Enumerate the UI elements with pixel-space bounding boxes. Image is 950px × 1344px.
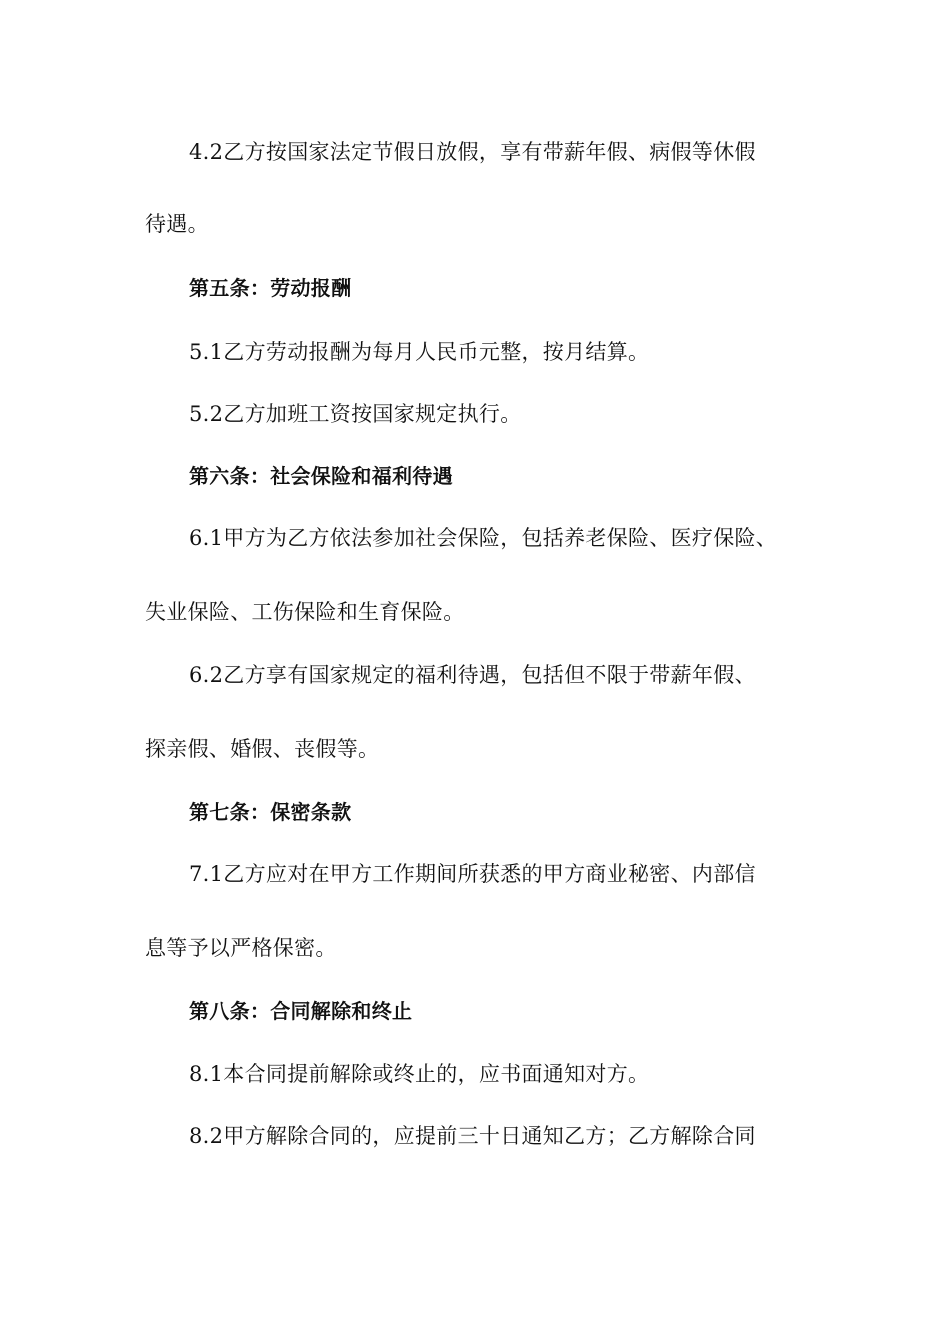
article-5-heading: 第五条：劳动报酬	[189, 276, 352, 300]
clause-6-2-line-2: 探亲假、婚假、丧假等。	[145, 737, 380, 761]
article-7-heading: 第七条：保密条款	[189, 800, 352, 824]
clause-4-2-line-2: 待遇。	[145, 212, 209, 236]
clause-6-2-line-1: 6.2乙方享有国家规定的福利待遇，包括但不限于带薪年假、	[189, 663, 756, 687]
clause-6-1-line-2: 失业保险、工伤保险和生育保险。	[145, 600, 465, 624]
article-6-heading: 第六条：社会保险和福利待遇	[189, 464, 453, 488]
clause-6-1-line-1: 6.1甲方为乙方依法参加社会保险，包括养老保险、医疗保险、	[189, 526, 778, 550]
clause-8-2-line-1: 8.2甲方解除合同的，应提前三十日通知乙方；乙方解除合同	[189, 1124, 756, 1148]
clause-4-2-line-1: 4.2乙方按国家法定节假日放假，享有带薪年假、病假等休假	[189, 140, 756, 164]
article-8-heading: 第八条：合同解除和终止	[189, 999, 413, 1023]
clause-5-2-line-1: 5.2乙方加班工资按国家规定执行。	[189, 402, 522, 426]
clause-5-1-line-1: 5.1乙方劳动报酬为每月人民币元整，按月结算。	[189, 340, 650, 364]
clause-7-1-line-1: 7.1乙方应对在甲方工作期间所获悉的甲方商业秘密、内部信	[189, 862, 756, 886]
clause-7-1-line-2: 息等予以严格保密。	[145, 936, 337, 960]
clause-8-1-line-1: 8.1本合同提前解除或终止的，应书面通知对方。	[189, 1062, 650, 1086]
